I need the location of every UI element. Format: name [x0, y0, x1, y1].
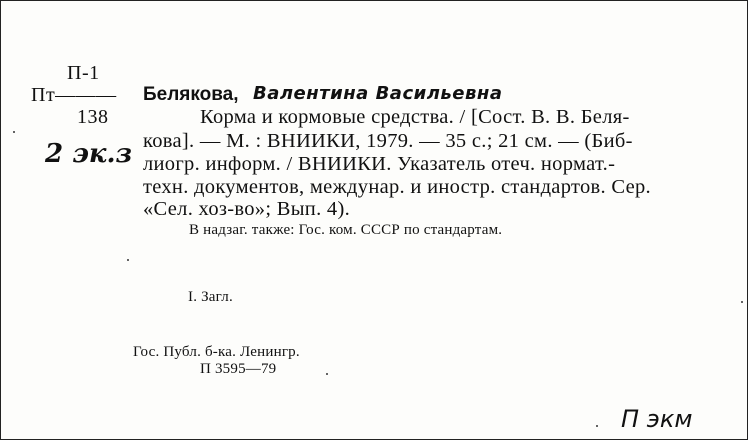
speck	[326, 373, 328, 375]
author-given-names: Валентина Васильевна	[253, 83, 503, 104]
speck	[741, 301, 743, 303]
class-code-bottom: 138	[77, 106, 109, 128]
author-surname: Белякова,	[143, 84, 239, 105]
description-line-3: лиогр. информ. / ВНИИКИ. Указатель отеч. нормат.-	[143, 153, 616, 175]
tracing: I. Загл.	[188, 289, 233, 305]
description-line-5: «Сел. хоз-во»; Вып. 4).	[143, 198, 351, 220]
library-name: Гос. Публ. б-ка. Ленингр.	[133, 344, 300, 360]
description-line-2: кова]. — М. : ВНИИКИ, 1979. — 35 с.; 21 см. — (Биб-	[143, 130, 633, 152]
note-line: В надзаг. также: Гос. ком. СССР по стандартам.	[189, 222, 503, 238]
speck	[13, 131, 15, 133]
speck	[596, 425, 598, 427]
speck	[127, 259, 129, 261]
handwritten-inventory: 2 эк.з	[45, 139, 133, 169]
handwritten-mark: П экм	[621, 405, 693, 433]
class-code-mid: Пт———	[31, 84, 117, 106]
description-line-4: техн. документов, междунар. и иностр. стандартов. Сер.	[143, 176, 651, 198]
description-line-1: Корма и кормовые средства. / [Сост. В. В. Беля-	[200, 106, 630, 128]
order-number: П 3595—79	[200, 361, 277, 377]
class-code-top: П-1	[67, 62, 100, 84]
